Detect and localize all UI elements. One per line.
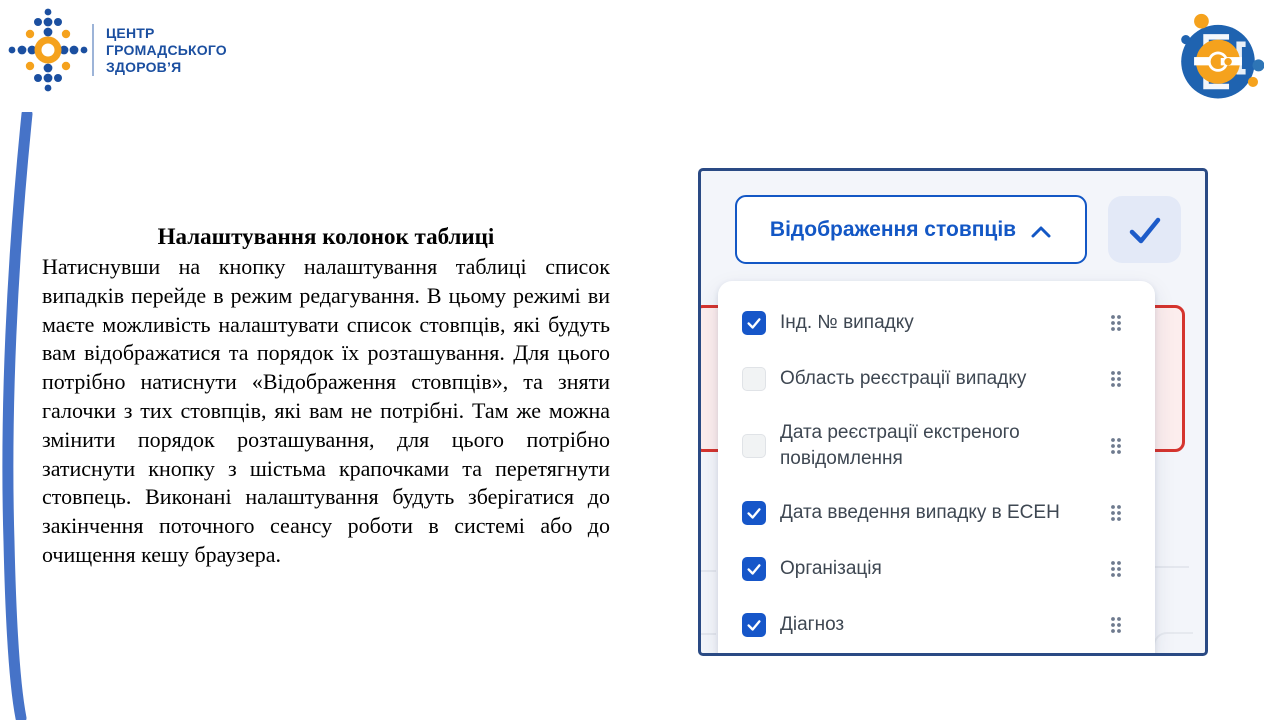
column-item-label: Інд. № випадку [780,312,914,333]
drag-handle-icon[interactable] [1109,503,1123,523]
logo-text-line2: ГРОМАДСЬКОГО [106,41,227,58]
columns-display-button-label: Відображення стовпців [769,217,1017,241]
column-item [742,485,1123,541]
check-icon [745,616,763,634]
table-grid-line [701,570,716,572]
c-circle-icon [1172,12,1264,104]
check-icon [1124,209,1166,251]
column-item-label: Дата реєстрації екстреного повідомлення [780,422,1020,469]
checkbox-checked[interactable] [742,613,766,637]
checkbox-checked[interactable] [742,501,766,525]
columns-dropdown-list [742,295,1123,653]
decorative-curve [0,112,40,720]
article [42,224,610,570]
public-health-center-logo [8,8,227,92]
column-item [742,597,1123,653]
columns-display-button[interactable] [735,195,1087,264]
column-item-label: Організація [780,558,882,579]
table-grid-line [1153,566,1189,568]
check-icon [745,314,763,332]
drag-handle-icon[interactable] [1109,313,1123,333]
article-body: Натиснувши на кнопку налаштування таблиці список випадків перейде в режим редагування. В цьому режимі ви маєте можливість налаштувати список стовпців, які будуть вам відображатися та порядок їх розташування. Для цього потрібно натиснути «Відображення стовпців», та зняти галочки з тих стовпців, які вам не потрібні. Там же можна змінити порядок розташування, для цього потрібно затиснути кнопку з шістьма крапочками та перетягнути стовпець. Виконані налаштування будуть зберігатися до закінчення поточного сеансу роботи в системі або до очищення кешу браузера. [42,254,610,567]
column-item-label: Область реєстрації випадку [780,368,1027,389]
check-icon [745,560,763,578]
logo-divider [92,24,94,76]
logo-text-line1: ЦЕНТР [106,24,155,41]
columns-dropdown [718,281,1155,656]
dots-diamond-icon [8,8,88,92]
article-title: Налаштування колонок таблиці [157,224,495,249]
logo-text-line3: ЗДОРОВ’Я [106,58,182,75]
drag-handle-icon[interactable] [1109,559,1123,579]
screenshot-panel [698,168,1208,656]
drag-handle-icon[interactable] [1109,369,1123,389]
column-item [742,351,1123,407]
column-item [742,295,1123,351]
check-icon [745,504,763,522]
confirm-button[interactable] [1108,196,1181,263]
table-corner-outline [1153,632,1193,656]
checkbox-checked[interactable] [742,557,766,581]
logo-text [106,25,227,76]
chevron-up-icon [1030,225,1052,238]
drag-handle-icon[interactable] [1109,615,1123,635]
column-item-label: Діагноз [780,614,845,635]
esen-system-logo [1172,12,1264,108]
column-item-label: Дата введення випадку в ЕСЕН [780,502,1060,523]
drag-handle-icon[interactable] [1109,436,1123,456]
checkbox-checked[interactable] [742,311,766,335]
checkbox-unchecked[interactable] [742,367,766,391]
column-item [742,541,1123,597]
column-item [742,407,1123,485]
table-grid-line [701,633,716,635]
checkbox-unchecked[interactable] [742,434,766,458]
